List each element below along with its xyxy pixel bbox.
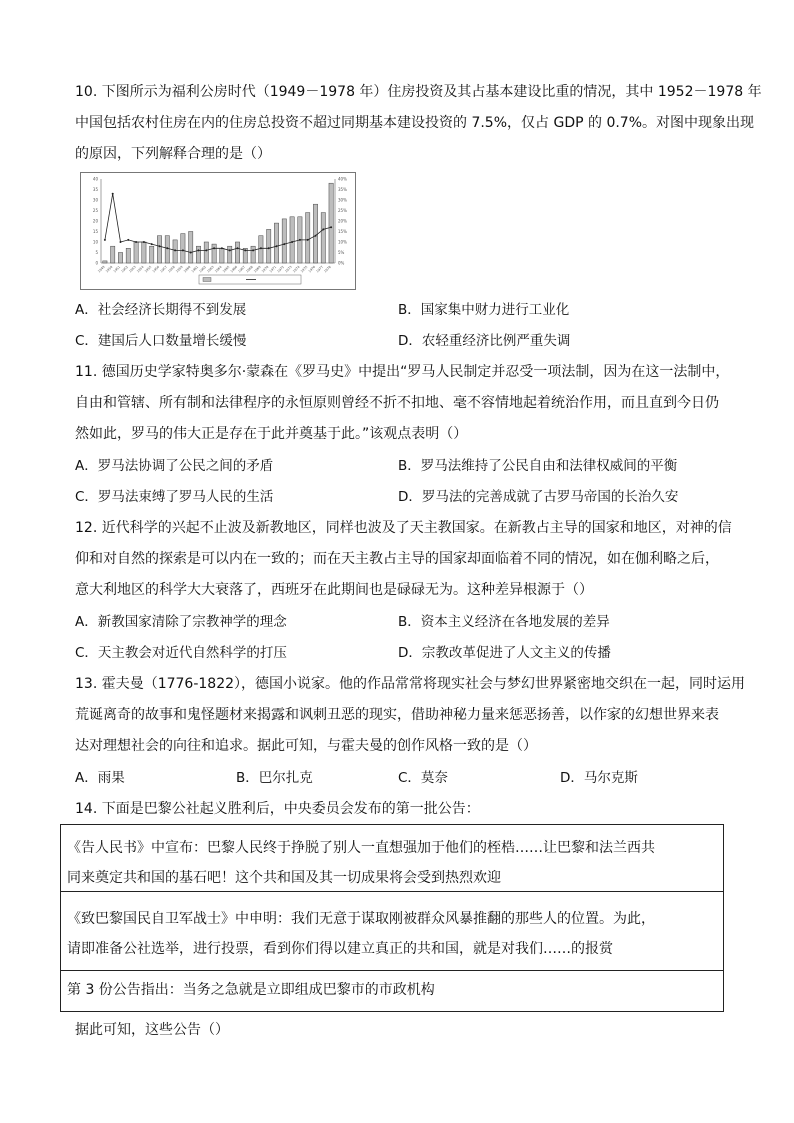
q11-option-d[interactable]: D．罗马法的完善成就了古罗马帝国的长治久安: [398, 489, 679, 505]
bar: [173, 240, 177, 263]
ratio-point: [229, 249, 231, 251]
bar: [212, 244, 216, 263]
x-tick-label: 1971: [268, 264, 278, 274]
bar: [290, 217, 294, 263]
q12-stem-line-3: 意大利地区的科学大大衰落了，西班牙在此期间也是碌碌无为。这种差异根源于（）: [75, 582, 593, 598]
q12-option-a[interactable]: A．新教国家清除了宗教神学的理念: [75, 614, 287, 630]
bar: [228, 246, 232, 263]
ratio-point: [291, 241, 293, 243]
q11-stem-line-2: 自由和管辖、所有制和法律程序的永恒原则曾经不折不扣地、毫不容情地起着统治作用，而且直到今日仍: [75, 395, 719, 411]
announcement-row-1-line-2: 同来奠定共和国的基石吧！这个共和国及其一切成果将会受到热烈欢迎: [67, 870, 501, 886]
ratio-point: [112, 193, 114, 195]
q10-stem-line-3: 的原因，下列解释合理的是（）: [75, 146, 271, 162]
y-tick-left: 5: [95, 250, 98, 255]
q12-stem-line-2: 仰和对自然的探索是可以内在一致的；而在天主教占主导的国家却面临着不同的情况，如在伽利略之后，: [75, 551, 719, 567]
ratio-point: [127, 239, 129, 241]
ratio-point: [174, 249, 176, 251]
q10-option-a[interactable]: A．社会经济长期得不到发展: [75, 302, 247, 318]
ratio-point: [213, 247, 215, 249]
x-tick-label: 1953: [128, 264, 137, 274]
x-tick-label: 1973: [284, 264, 293, 274]
bar: [204, 242, 208, 263]
x-tick-label: 1957: [159, 264, 169, 274]
q10-stem-line-1: 10. 下图所示为福利公房时代（1949－1978 年）住房投资及其占基本建设比重的情况，其中 1952－1978 年: [75, 84, 762, 100]
ratio-point: [221, 247, 223, 249]
announcement-row-2: [61, 892, 723, 971]
ratio-point: [159, 245, 161, 247]
y-tick-right: 30%: [338, 197, 347, 203]
ratio-point: [143, 241, 145, 243]
q13-option-c[interactable]: C．莫奈: [398, 770, 448, 786]
ratio-point: [283, 243, 285, 245]
bar: [196, 246, 200, 263]
bar: [220, 248, 224, 263]
q10-option-b[interactable]: B．国家集中财力进行工业化: [398, 302, 570, 318]
ratio-point: [252, 249, 254, 251]
x-tick-label: 1968: [245, 264, 254, 274]
bar: [134, 242, 138, 263]
ratio-point: [166, 247, 168, 249]
x-tick-label: 1951: [112, 264, 122, 274]
q13-stem-line-2: 荒诞离奇的故事和鬼怪题材来揭露和讽刺丑恶的现实，借助神秘力量来惩恶扬善，以作家的幻想世界来表: [75, 707, 719, 723]
bar: [181, 234, 185, 263]
x-tick-label: 1964: [214, 264, 223, 274]
bar: [157, 236, 161, 263]
q10-option-c[interactable]: C．建国后人口数量增长缓慢: [75, 333, 247, 349]
bar: [235, 242, 239, 263]
y-tick-left: 40: [92, 176, 98, 182]
y-tick-right: 5%: [338, 250, 345, 255]
y-tick-left: 25: [92, 208, 98, 213]
y-tick-left: 15: [92, 229, 98, 234]
bar: [189, 232, 193, 264]
q13-stem-line-1: 13. 霍夫曼（1776-1822），德国小说家。他的作品常常将现实社会与梦幻世界紧密地交织在一起，同时运用: [75, 676, 746, 692]
ratio-point: [182, 249, 184, 251]
x-tick-label: 1976: [307, 264, 317, 274]
ratio-point: [268, 247, 270, 249]
q13-option-b[interactable]: B．巴尔扎克: [236, 770, 313, 786]
q12-stem-line-1: 12. 近代科学的兴起不止波及新教地区，同样也波及了天主教国家。在新教占主导的国家和地区，对神的信: [75, 520, 732, 536]
y-tick-left: 35: [92, 187, 98, 192]
bar: [274, 223, 278, 263]
ratio-point: [260, 247, 262, 249]
announcement-row-2-line-1: 《致巴黎国民自卫军战士》中申明：我们无意于谋取刚被群众风暴推翻的那些人的位置。为此，: [67, 911, 655, 927]
x-tick-label: 1959: [175, 264, 184, 274]
bar: [282, 219, 286, 263]
bar: [150, 246, 154, 263]
bar: [313, 204, 317, 263]
y-tick-left: 0: [95, 260, 98, 266]
x-tick-label: 1966: [229, 264, 239, 274]
y-tick-left: 20: [92, 218, 98, 224]
y-tick-right: 0%: [338, 260, 345, 266]
announcement-row-2-line-2: 请即准备公社选举，进行投票，看到你们得以建立真正的共和国，就是对我们……的报赏: [67, 941, 613, 957]
ratio-point: [190, 252, 192, 254]
y-tick-right: 40%: [338, 176, 347, 182]
ratio-point: [151, 243, 153, 245]
ratio-point: [244, 249, 246, 251]
y-tick-right: 10%: [338, 239, 347, 245]
x-tick-label: 1965: [221, 264, 231, 274]
x-tick-label: 1958: [167, 264, 176, 274]
ratio-line: [105, 194, 331, 253]
ratio-point: [330, 226, 332, 228]
announcement-row-3-line-1: 第 3 份公告指出：当务之急就是立即组成巴黎市的市政机构: [67, 982, 435, 998]
q14-intro: 14. 下面是巴黎公社起义胜利后，中央委员会发布的第一批公告：: [75, 801, 480, 817]
bar: [103, 261, 107, 263]
x-tick-label: 1963: [206, 264, 215, 274]
x-tick-label: 1949: [97, 264, 106, 274]
announcement-row-1: [61, 825, 723, 892]
x-tick-label: 1950: [104, 264, 114, 274]
q11-stem-line-3: 然如此，罗马的伟大正是存在于此并奠基于此。”该观点表明（）: [75, 426, 468, 442]
x-tick-label: 1970: [260, 264, 270, 274]
ratio-point: [104, 239, 106, 241]
q13-stem-line-3: 达对理想社会的向往和追求。据此可知，与霍夫曼的创作风格一致的是（）: [75, 738, 537, 754]
ratio-point: [205, 249, 207, 251]
announcement-row-3: [61, 971, 723, 1011]
q12-option-c[interactable]: C．天主教会对近代自然科学的打压: [75, 645, 287, 661]
x-tick-label: 1952: [120, 264, 130, 274]
x-tick-label: 1960: [182, 264, 192, 274]
x-tick-label: 1962: [198, 264, 208, 274]
ratio-point: [307, 239, 309, 241]
x-tick-label: 1977: [315, 264, 325, 274]
bar: [251, 246, 255, 263]
q11-option-a[interactable]: A．罗马法协调了公民之间的矛盾: [75, 458, 274, 474]
q14-tail: 据此可知，这些公告（）: [75, 1022, 229, 1038]
x-tick-label: 1961: [190, 264, 200, 274]
q12-option-b[interactable]: B．资本主义经济在各地发展的差异: [398, 614, 610, 630]
bar: [306, 213, 310, 263]
x-tick-label: 1955: [143, 264, 153, 274]
ratio-point: [135, 241, 137, 243]
x-tick-label: 1954: [136, 264, 145, 274]
ratio-point: [198, 249, 200, 251]
ratio-point: [322, 228, 324, 230]
q11-option-c[interactable]: C．罗马法束缚了罗马人民的生活: [75, 489, 274, 505]
bar: [165, 236, 169, 263]
ratio-point: [276, 245, 278, 247]
bar: [259, 236, 263, 263]
q11-option-b[interactable]: B．罗马法维持了公民自由和法律权威间的平衡: [398, 458, 678, 474]
y-tick-right: 35%: [338, 187, 347, 192]
bar: [126, 248, 130, 263]
y-tick-left: 30: [92, 197, 98, 203]
announcement-row-1-line-1: 《告人民书》中宣布：巴黎人民终于挣脱了别人一直想强加于他们的桎梏……让巴黎和法兰西共: [67, 840, 655, 856]
x-tick-label: 1978: [323, 264, 332, 274]
bar: [118, 253, 122, 264]
q10-option-d[interactable]: D．农轻重经济比例严重失调: [398, 333, 571, 349]
y-tick-right: 20%: [338, 218, 347, 224]
y-tick-right: 25%: [338, 208, 347, 213]
q13-option-d[interactable]: D．马尔克斯: [560, 770, 638, 786]
x-tick-label: 1975: [299, 264, 309, 274]
ratio-point: [120, 241, 122, 243]
legend-bar-swatch: [203, 278, 211, 282]
q14-announcement-table: [60, 824, 724, 1012]
ratio-point: [315, 235, 317, 237]
bar: [321, 213, 325, 263]
x-tick-label: 1956: [151, 264, 161, 274]
bar: [267, 229, 271, 263]
housing-investment-chart: [80, 172, 356, 290]
y-tick-left: 10: [92, 239, 98, 245]
ratio-point: [237, 247, 239, 249]
ratio-point: [299, 239, 301, 241]
bar: [111, 246, 115, 263]
q11-stem-line-1: 11. 德国历史学家特奥多尔·蒙森在《罗马史》中提出“罗马人民制定并忍受一项法制，因为在这一法制中，: [75, 364, 730, 380]
x-tick-label: 1974: [292, 264, 301, 274]
y-tick-right: 15%: [338, 229, 347, 234]
q13-option-a[interactable]: A．雨果: [75, 770, 125, 786]
bar: [142, 242, 146, 263]
x-tick-label: 1969: [253, 264, 262, 274]
q10-stem-line-2: 中国包括农村住房在内的住房总投资不超过同期基本建设投资的 7.5%，仅占 GDP 的 0.7%。对图中现象出现: [75, 115, 755, 131]
chart-canvas: [81, 173, 355, 289]
x-tick-label: 1972: [276, 264, 286, 274]
x-tick-label: 1967: [237, 264, 247, 274]
q12-option-d[interactable]: D．宗教改革促进了人文主义的传播: [398, 645, 611, 661]
bar: [329, 183, 333, 263]
